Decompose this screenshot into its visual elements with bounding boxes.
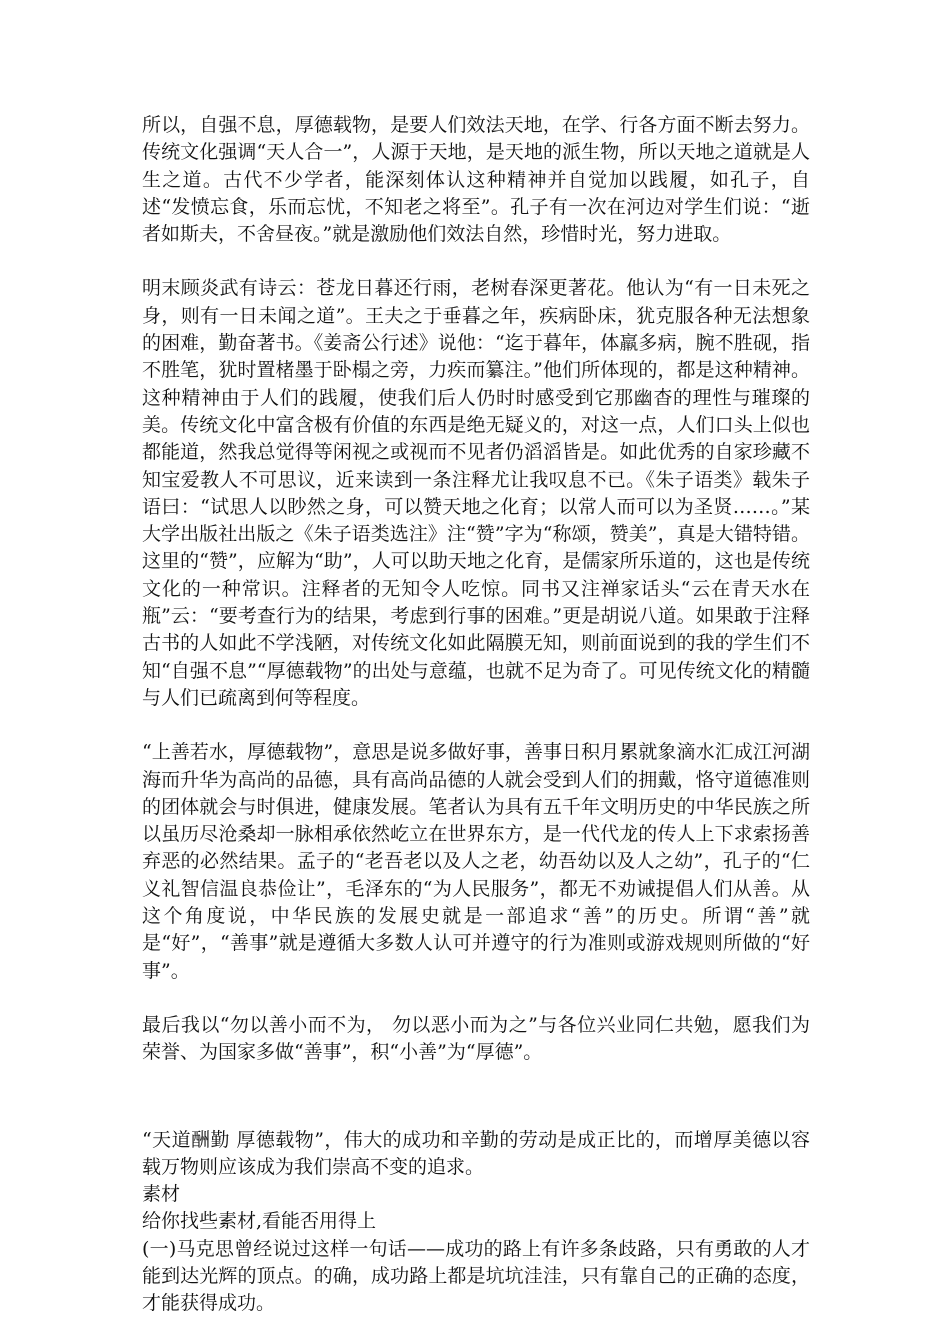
document-body bbox=[142, 112, 810, 1318]
tiandao-chouqin-line: “天道酬勤 厚德载物”，伟大的成功和辛勤的劳动是成正比的，而增厚美德以容载万物则应该成为我们崇高不变的追求。 bbox=[142, 1128, 810, 1178]
paragraph-self-improvement: 所以，自强不息，厚德载物，是要人们效法天地，在学、行各方面不断去努力。传统文化强调“天人合一”，人源于天地，是天地的派生物，所以天地之道就是人生之道。古代不少学者，能深刻体认这种精神并自觉加以践履，如孔子，自述“发愤忘食，乐而忘忧，不知老之将至”。孔子有一次在河边对学生们说：“逝者如斯夫，不舍昼夜。”就是激励他们效法自然，珍惜时光，努力进取。 bbox=[142, 114, 810, 246]
closing-section bbox=[142, 1127, 810, 1318]
paragraph-spacer bbox=[142, 712, 810, 739]
material-item-1: (一)马克思曾经说过这样一句话——成功的路上有许多条歧路，只有勇敢的人才能到达光辉的顶点。的确，成功路上都是坑坑洼洼，只有靠自己的正确的态度，才能获得成功。 bbox=[142, 1237, 810, 1315]
material-heading: 素材 bbox=[142, 1183, 181, 1206]
paragraph-closing-wish: 最后我以“勿以善小而不为， 勿以恶小而为之”与各位兴业同仁共勉，愿我们为荣誉、为国家多做“善事”，积“小善”为“厚德”。 bbox=[142, 1013, 810, 1064]
material-intro: 给你找些素材,看能否用得上 bbox=[142, 1210, 377, 1233]
paragraph-spacer bbox=[142, 985, 810, 1012]
paragraph-gu-yanwu: 明末顾炎武有诗云：苍龙日暮还行雨，老树春深更著花。他认为“有一日未死之身，则有一日未闻之道”。王夫之于垂暮之年，疾病卧床，犹克服各种无法想象的困难，勤奋著书。《姜斋公行述》说他：“迄于暮年，体羸多病，腕不胜砚，指不胜笔，犹时置楮墨于卧榻之旁，力疾而纂注。”他们所体现的，都是这种精神。这种精神由于人们的践履，使我们后人仍时时感受到它那幽杳的理性与璀璨的美。传统文化中富含极有价值的东西是绝无疑义的，对这一点，人们口头上似也都能道，然我总觉得等闲视之或视而不见者仍滔滔皆是。如此优秀的自家珍藏不知宝爱教人不可思议，近来读到一条注释尤让我叹息不已。《朱子语类》载朱子语曰：“试思人以眇然之身，可以赞天地之化育；以常人而可以为圣贤……。”某大学出版社出版之《朱子语类选注》注“赞”字为“称颂，赞美”，真是大错特错。这里的“赞”，应解为“助”，人可以助天地之化育，是儒家所乐道的，这也是传统文化的一种常识。注释者的无知令人吃惊。同书又注禅家话头“云在青天水在瓶”云：“要考查行为的结果，考虑到行事的困难。”更是胡说八道。如果敢于注释古书的人如此不学浅陋，对传统文化如此隔膜无知，则前面说到的我的学生们不知“自强不息”“厚德载物”的出处与意蕴，也就不足为奇了。可见传统文化的精髓与人们已疏离到何等程度。 bbox=[142, 277, 810, 709]
paragraph-spacer bbox=[142, 248, 810, 275]
section-spacer bbox=[142, 1067, 810, 1127]
paragraph-shang-shan-ruo-shui: “上善若水，厚德载物”，意思是说多做好事，善事日积月累就象滴水汇成江河湖海而升华为高尚的品德，具有高尚品德的人就会受到人们的拥戴，恪守道德准则的团体就会与时俱进，健康发展。笔者认为具有五千年文明历史的中华民族之所以虽历尽沧桑却一脉相承依然屹立在世界东方，是一代代龙的传人上下求索扬善弃恶的必然结果。孟子的“老吾老以及人之老，幼吾幼以及人之幼”，孔子的“仁义礼智信温良恭俭让”，毛泽东的“为人民服务”，都无不劝诫提倡人们从善。从这个角度说，中华民族的发展史就是一部追求“善”的历史。所谓“善”就是“好”，“善事”就是遵循大多数人认可并遵守的行为准则或游戏规则所做的“好事”。 bbox=[142, 741, 810, 982]
